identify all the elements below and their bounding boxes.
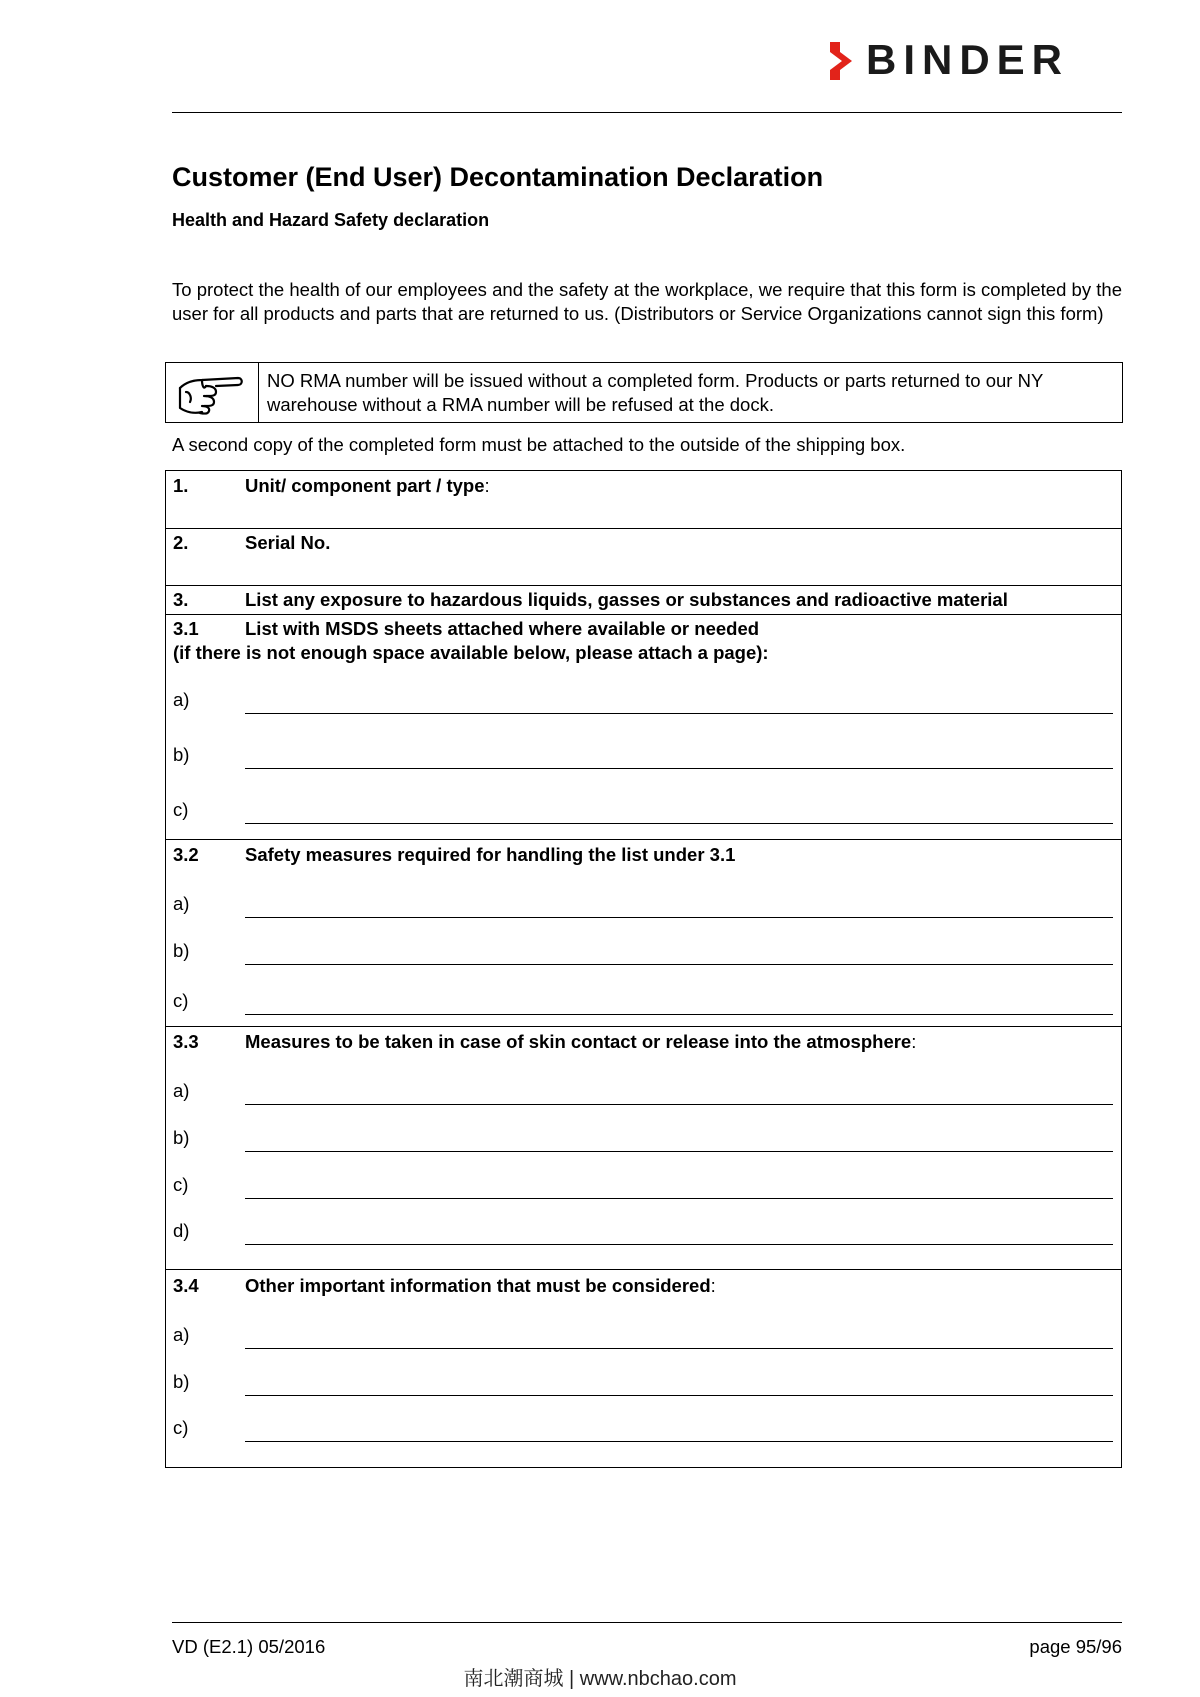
rma-notice-box xyxy=(165,362,1123,423)
line-label: b) xyxy=(173,744,190,765)
answer-line[interactable] xyxy=(173,689,1113,715)
line-label: c) xyxy=(173,799,189,820)
answer-line[interactable] xyxy=(173,990,1113,1016)
section-3-4-heading xyxy=(173,1275,716,1297)
answer-line[interactable] xyxy=(173,940,1113,966)
section-3-heading xyxy=(173,589,1008,611)
section-3-3-heading xyxy=(173,1031,916,1053)
row-divider xyxy=(166,1269,1121,1270)
answer-underline xyxy=(245,768,1113,769)
line-label: b) xyxy=(173,1127,190,1148)
logo-arrow-icon xyxy=(830,42,856,80)
answer-underline xyxy=(245,823,1113,824)
answer-line[interactable] xyxy=(173,1220,1113,1246)
site-watermark: 南北潮商城 | www.nbchao.com xyxy=(463,1668,737,1690)
intro-paragraph: To protect the health of our employees and the safety at the workplace, we require that this form is completed by the user for all products and parts that are returned to us. (Distributors or Service Organizations cannot sign this form) xyxy=(172,279,1122,324)
line-label: d) xyxy=(173,1220,190,1241)
answer-underline xyxy=(245,1441,1113,1442)
answer-underline xyxy=(245,713,1113,714)
section-number: 3.1 xyxy=(173,618,199,639)
second-copy-note: A second copy of the completed form must be attached to the outside of the shipping box. xyxy=(172,434,906,455)
section-3-1-heading xyxy=(173,618,759,640)
page-subtitle: Health and Hazard Safety declaration xyxy=(172,210,490,230)
line-label: c) xyxy=(173,1174,189,1195)
document-version: VD (E2.1) 05/2016 xyxy=(172,1636,326,1657)
section-3-2-heading xyxy=(173,844,735,866)
row-divider xyxy=(166,585,1121,586)
notice-text: NO RMA number will be issued without a completed form. Products or parts returned to our NY warehouse without a RMA number will be refused at the dock. xyxy=(267,370,1043,415)
row-divider xyxy=(166,839,1121,840)
section-3-1-note: (if there is not enough space available below, please attach a page): xyxy=(173,642,769,663)
section-number: 3.4 xyxy=(173,1275,199,1296)
section-number: 3.3 xyxy=(173,1031,199,1052)
section-number: 3. xyxy=(173,589,189,610)
answer-underline xyxy=(245,1395,1113,1396)
answer-line[interactable] xyxy=(173,1371,1113,1397)
answer-underline xyxy=(245,1244,1113,1245)
answer-underline xyxy=(245,1198,1113,1199)
line-label: c) xyxy=(173,1417,189,1438)
line-label: a) xyxy=(173,893,190,914)
row-divider xyxy=(166,614,1121,615)
section-colon: : xyxy=(911,1031,917,1052)
answer-underline xyxy=(245,917,1113,918)
answer-line[interactable] xyxy=(173,799,1113,825)
answer-line[interactable] xyxy=(173,1127,1113,1153)
answer-line[interactable] xyxy=(173,1417,1113,1443)
section-number: 2. xyxy=(173,532,189,553)
line-label: b) xyxy=(173,940,190,961)
answer-underline xyxy=(245,1151,1113,1152)
line-label: a) xyxy=(173,1080,190,1101)
section-label: List with MSDS sheets attached where available or needed xyxy=(245,618,760,639)
serial-no-field[interactable] xyxy=(416,529,1116,584)
answer-underline xyxy=(245,964,1113,965)
brand-name: BINDER xyxy=(866,36,1070,83)
declaration-form xyxy=(165,470,1122,1468)
section-label: List any exposure to hazardous liquids, gasses or substances and radioactive material xyxy=(245,589,1008,610)
section-label: Other important information that must be considered xyxy=(245,1275,711,1296)
answer-line[interactable] xyxy=(173,744,1113,770)
section-colon: : xyxy=(484,475,490,496)
line-label: c) xyxy=(173,990,189,1011)
section-label: Measures to be taken in case of skin contact or release into the atmosphere xyxy=(245,1031,912,1052)
line-label: b) xyxy=(173,1371,190,1392)
section-label: Serial No. xyxy=(245,532,331,553)
header-rule xyxy=(172,112,1122,113)
section-2-heading xyxy=(173,532,330,554)
answer-underline xyxy=(245,1104,1113,1105)
section-label: Safety measures required for handling the list under 3.1 xyxy=(245,844,736,865)
answer-line[interactable] xyxy=(173,1080,1113,1106)
row-divider xyxy=(166,1026,1121,1027)
answer-underline xyxy=(245,1348,1113,1349)
line-label: a) xyxy=(173,1324,190,1345)
binder-logo xyxy=(830,38,1122,82)
notice-icon-cell xyxy=(166,363,259,422)
section-label: Unit/ component part / type xyxy=(245,475,485,496)
answer-line[interactable] xyxy=(173,893,1113,919)
page-title: Customer (End User) Decontamination Declaration xyxy=(172,162,824,192)
footer-rule xyxy=(172,1622,1122,1623)
line-label: a) xyxy=(173,689,190,710)
unit-type-field[interactable] xyxy=(416,471,1116,527)
section-number: 1. xyxy=(173,475,189,496)
answer-underline xyxy=(245,1014,1113,1015)
section-colon: : xyxy=(710,1275,716,1296)
pointing-hand-icon xyxy=(176,368,248,418)
answer-line[interactable] xyxy=(173,1174,1113,1200)
page-number: page 95/96 xyxy=(1029,1636,1122,1657)
section-number: 3.2 xyxy=(173,844,199,865)
answer-line[interactable] xyxy=(173,1324,1113,1350)
